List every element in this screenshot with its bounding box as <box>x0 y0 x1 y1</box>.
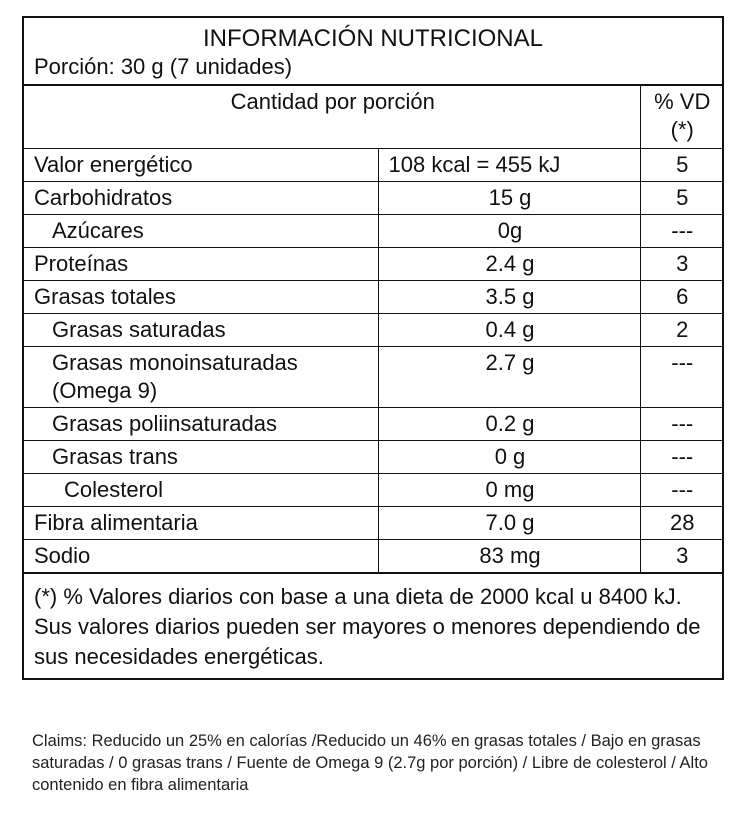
nutrient-vd: 28 <box>640 506 722 539</box>
table-row <box>24 313 722 346</box>
nutrient-name: Fibra alimentaria <box>24 506 378 539</box>
table-row <box>24 473 722 506</box>
nutrient-vd: --- <box>640 214 722 247</box>
table-row <box>24 181 722 214</box>
nutrient-amount: 7.0 g <box>378 506 640 539</box>
nutrient-amount: 0g <box>378 214 640 247</box>
nutrient-amount: 2.4 g <box>378 247 640 280</box>
nutrient-amount: 0 mg <box>378 473 640 506</box>
table-row <box>24 506 722 539</box>
vd-header: % VD (*) <box>640 86 722 148</box>
nutrient-vd: --- <box>640 346 722 407</box>
nutrition-table <box>24 86 722 573</box>
nutrient-amount: 0.4 g <box>378 313 640 346</box>
nutrient-name: Grasas poliinsaturadas <box>24 407 378 440</box>
table-row <box>24 280 722 313</box>
table-row <box>24 148 722 181</box>
nutrient-vd: 6 <box>640 280 722 313</box>
nutrient-name: Sodio <box>24 539 378 572</box>
nutrient-name: Grasas totales <box>24 280 378 313</box>
daily-value-footnote: (*) % Valores diarios con base a una dieta de 2000 kcal u 8400 kJ. Sus valores diarios pueden ser mayores o menores dependiendo de sus necesidades energéticas. <box>24 573 722 678</box>
nutrient-name: Grasas monoinsaturadas (Omega 9) <box>24 346 378 407</box>
table-row <box>24 440 722 473</box>
nutrient-name: Proteínas <box>24 247 378 280</box>
nutrient-vd: 5 <box>640 181 722 214</box>
nutrition-facts-panel <box>22 16 724 680</box>
nutrient-vd: --- <box>640 407 722 440</box>
nutrient-vd: --- <box>640 473 722 506</box>
nutrient-vd: 2 <box>640 313 722 346</box>
table-row <box>24 539 722 572</box>
table-row <box>24 247 722 280</box>
nutrient-name: Grasas saturadas <box>24 313 378 346</box>
panel-title: INFORMACIÓN NUTRICIONAL <box>202 25 543 52</box>
nutrient-vd: 5 <box>640 148 722 181</box>
table-header-row <box>24 86 722 148</box>
nutrient-amount: 108 kcal = 455 kJ <box>378 148 640 181</box>
nutrient-vd: 3 <box>640 247 722 280</box>
nutrient-name: Colesterol <box>24 473 378 506</box>
nutrient-amount: 2.7 g <box>378 346 640 407</box>
nutrient-amount: 0.2 g <box>378 407 640 440</box>
portion-size: Porción: 30 g (7 unidades) <box>34 54 293 79</box>
quantity-header: Cantidad por porción <box>24 86 640 148</box>
nutrient-amount: 3.5 g <box>378 280 640 313</box>
nutrient-name: Valor energético <box>24 148 378 181</box>
table-row <box>24 214 722 247</box>
title-block <box>24 18 722 86</box>
table-row <box>24 346 722 407</box>
nutrient-vd: --- <box>640 440 722 473</box>
nutrient-vd: 3 <box>640 539 722 572</box>
nutrient-amount: 0 g <box>378 440 640 473</box>
claims-text: Claims: Reducido un 25% en calorías /Reducido un 46% en grasas totales / Bajo en grasas saturadas / 0 grasas trans / Fuente de Omega 9 (2.7g por porción) / Libre de colesterol / Alto contenido en fibra alimentaria <box>32 732 708 794</box>
nutrient-amount: 83 mg <box>378 539 640 572</box>
nutrient-name: Azúcares <box>24 214 378 247</box>
nutrient-name: Grasas trans <box>24 440 378 473</box>
nutrient-name: Carbohidratos <box>24 181 378 214</box>
nutrient-amount: 15 g <box>378 181 640 214</box>
table-row <box>24 407 722 440</box>
